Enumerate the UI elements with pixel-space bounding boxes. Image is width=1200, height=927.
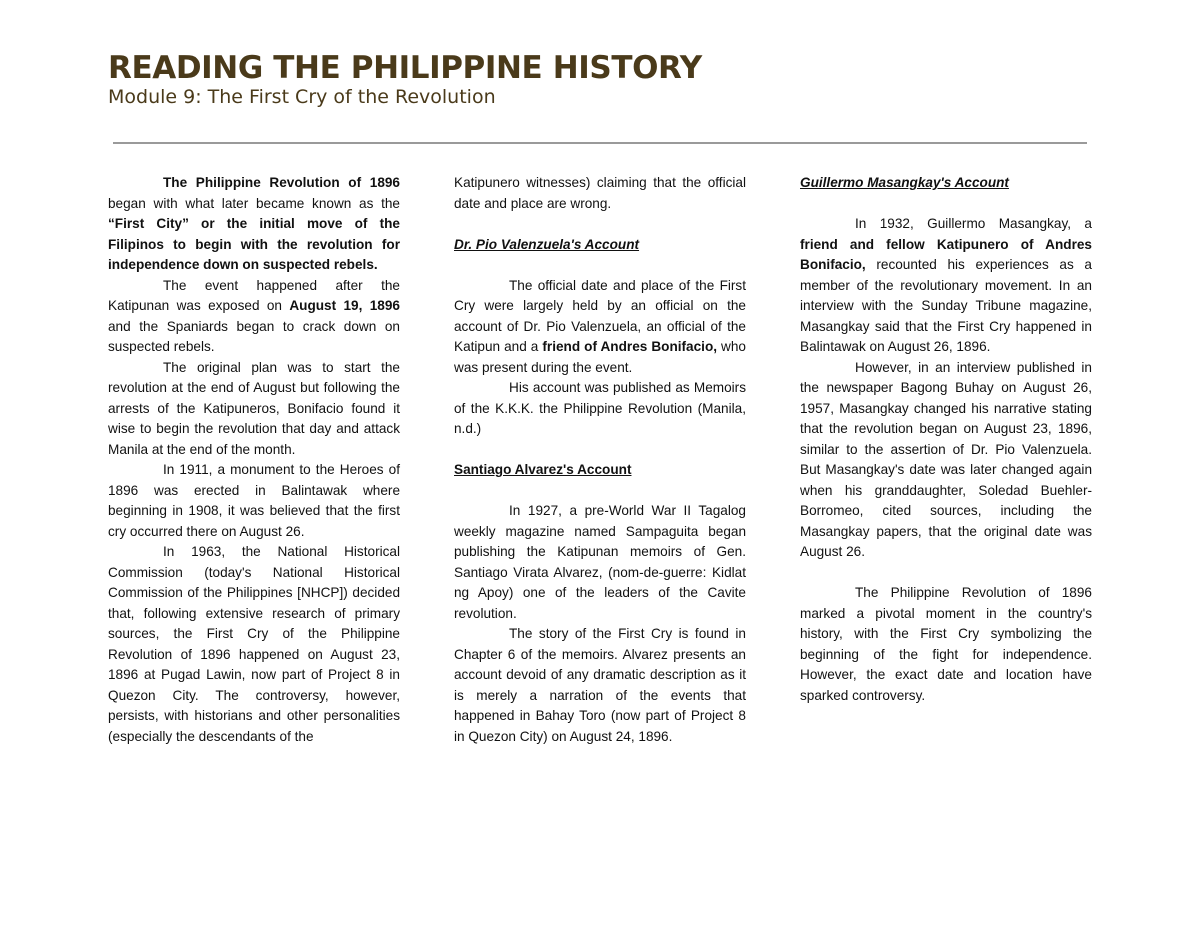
- paragraph-bagong-buhay: However, in an interview published in the newspaper Bagong Buhay on August 26, 1957, Masangkay changed his narrative stating that the revolution began on August 23, 1896, similar to the assertion of Dr. Pio Valenzuela. But Masangkay's date was later changed again when his granddaughter, Soledad Buehler-Borromeo, cited sources, including the Masangkay papers, that the original date was August 26.: [800, 359, 1092, 559]
- heading-valenzuela-account: Dr. Pio Valenzuela's Account: [454, 236, 640, 252]
- bold-text: friend and fellow Katipunero of Andres Bonifacio,: [800, 236, 1092, 272]
- column-1: [108, 173, 400, 747]
- paragraph-conclusion: The Philippine Revolution of 1896 marked a pivotal moment in the country's history, with the First Cry symbolizing the beginning of the fight for independence. However, the exact date and location have sparked controversy.: [800, 585, 1092, 703]
- text-span: The event happened after the Katipunan was exposed on: [108, 277, 400, 313]
- bold-text: The Philippine Revolution of 1896: [163, 175, 400, 190]
- paragraph-original-plan: The original plan was to start the revolution at the end of August but following the arrests of the Katipuneros, Bonifacio found it wise to begin the revolution that day and attack Manila at the end of the month.: [108, 359, 400, 457]
- paragraph-continuation: Katipunero witnesses) claiming that the official date and place are wrong.: [454, 175, 746, 211]
- paragraph-monument-1911: In 1911, a monument to the Heroes of 1896 was erected in Balintawak where beginning in 1908, it was believed that the first cry occurred there on August 26.: [108, 462, 400, 539]
- heading-alvarez-account: Santiago Alvarez's Account: [454, 462, 632, 477]
- bold-date: August 19, 1896: [289, 298, 400, 313]
- bold-text: “First City” or the initial move of the Filipinos to begin with the revolution for independence down on suspected rebels.: [108, 216, 400, 272]
- text-span: and the Spaniards began to crack down on suspected rebels.: [108, 318, 400, 354]
- bold-text: friend of Andres Bonifacio,: [542, 339, 718, 354]
- paragraph-katipunan-exposed: [108, 276, 400, 358]
- column-3: [800, 173, 1092, 706]
- paragraph-nhcp-1963: In 1963, the National Historical Commission (today's National Historical Commission of the Philippines [NHCP]) decided that, following extensive research of primary sources, the First Cry of the Philippine Revolution of 1896 happened on August 23, 1896 at Pugad Lawin, now part of Project 8 in Quezon City. The controversy, however, persists, with historians and other personalities (especially the descendants of the: [108, 544, 400, 744]
- paragraph-valenzuela: [454, 276, 746, 379]
- text-span: recounted his experiences as a member of the revolutionary movement. In an interview with the Sunday Tribune magazine, Masangkay said that the First Cry happened in Balintawak on August 26, 1896.: [800, 257, 1092, 354]
- paragraph-revolution-intro: [108, 173, 400, 276]
- text-span: The official date and place of the First Cry were largely held by an official on the account of Dr. Pio Valenzuela, an official of the Katipun and a: [454, 277, 746, 354]
- paragraph-sampaguita: In 1927, a pre-World War II Tagalog weekly magazine named Sampaguita began publishing the Katipunan memoirs of Gen. Santiago Virata Alvarez, (nom-de-guerre: Kidlat ng Apoy) one of the leaders of the Cavite revolution.: [454, 503, 746, 621]
- text-span: who was present during the event.: [454, 339, 746, 375]
- paragraph-memoirs: His account was published as Memoirs of the K.K.K. the Philippine Revolution (Manila, n.d.): [454, 380, 746, 436]
- text-span: began with what later became known as the: [108, 195, 400, 211]
- text-span: In 1932, Guillermo Masangkay, a: [855, 216, 1092, 231]
- heading-masangkay-account: Guillermo Masangkay's Account: [800, 175, 1009, 190]
- paragraph-masangkay-1932: [800, 214, 1092, 358]
- header-divider: [113, 142, 1087, 144]
- paragraph-chapter-6: The story of the First Cry is found in Chapter 6 of the memoirs. Alvarez presents an account devoid of any dramatic description as it is merely a narration of the events that happened in Bahay Toro (now part of Project 8 in Quezon City) on August 24, 1896.: [454, 626, 746, 744]
- page-subtitle: Module 9: The First Cry of the Revolution: [108, 86, 496, 108]
- column-2: [454, 173, 746, 747]
- page-title: READING THE PHILIPPINE HISTORY: [108, 50, 702, 86]
